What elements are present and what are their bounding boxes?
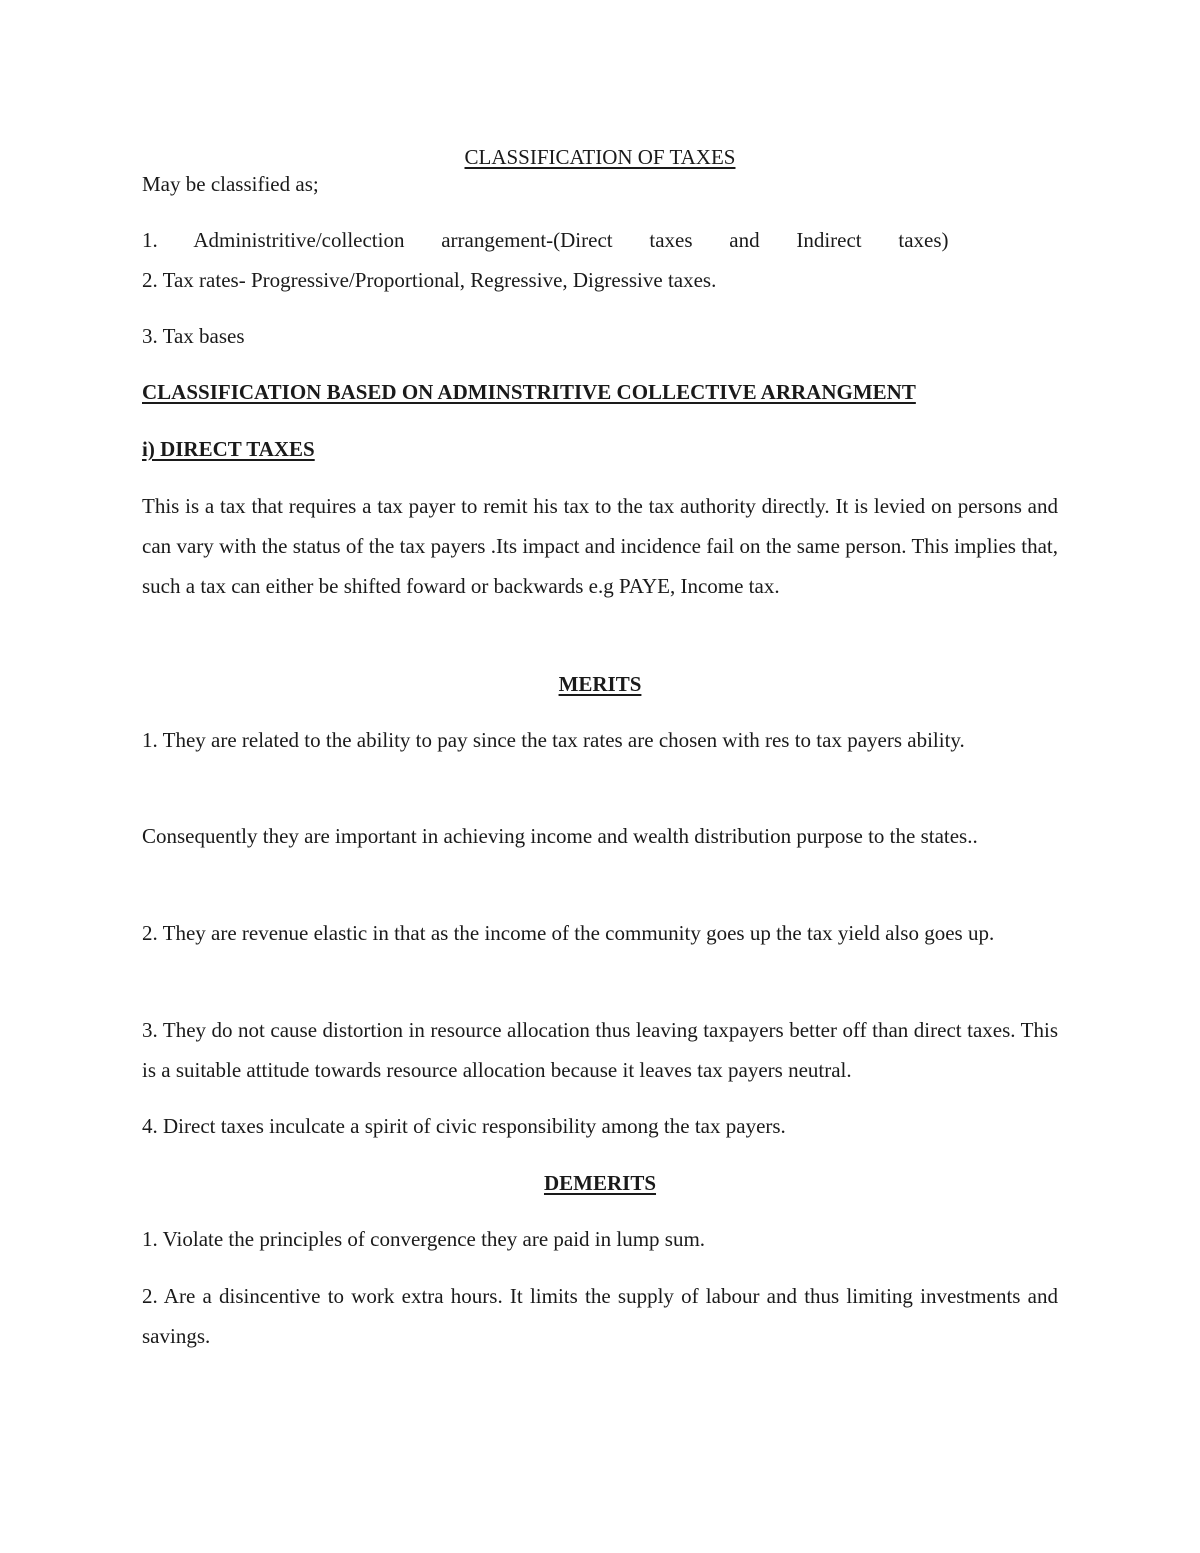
merit-item-2: 2. They are revenue elastic in that as the income of the community goes up the tax yield also goes up. — [142, 921, 995, 945]
subheading-direct-taxes: i) DIRECT TAXES — [142, 437, 315, 461]
merits-heading: MERITS — [558, 672, 642, 696]
demerit-item-2: 2. Are a disincentive to work extra hours. It limits the supply of labour and thus limiting investments and savings. — [142, 1284, 1058, 1348]
merit-item-4: 4. Direct taxes inculcate a spirit of civic responsibility among the tax payers. — [142, 1114, 786, 1138]
merit-item-3: 3. They do not cause distortion in resource allocation thus leaving taxpayers better off than direct taxes. This is a suitable attitude towards resource allocation because it leaves tax payers neutral. — [142, 1018, 1058, 1082]
list-item-2: 2. Tax rates- Progressive/Proportional, Regressive, Digressive taxes. — [142, 268, 717, 292]
demerit-item-1: 1. Violate the principles of convergence they are paid in lump sum. — [142, 1227, 706, 1251]
demerits-heading: DEMERITS — [543, 1171, 657, 1195]
intro-text: May be classified as; — [142, 172, 319, 196]
document-title: CLASSIFICATION OF TAXES — [464, 145, 736, 169]
merit-item-1-continued: Consequently they are important in achieving income and wealth distribution purpose to the states.. — [142, 824, 978, 848]
merit-item-1: 1. They are related to the ability to pay since the tax rates are chosen with res to tax payers ability. — [142, 728, 965, 752]
list-item-3: 3. Tax bases — [142, 324, 245, 348]
section-heading: CLASSIFICATION BASED ON ADMINSTRITIVE COLLECTIVE ARRANGMENT — [142, 380, 916, 404]
list-item-1: 1. Administritive/collection arrangement-(Direct taxes and Indirect taxes) — [142, 228, 949, 252]
definition-paragraph: This is a tax that requires a tax payer to remit his tax to the tax authority directly. It is levied on persons and can vary with the status of the tax payers .Its impact and incidence fail on the same person. This implies that, such a tax can either be shifted foward or backwards e.g PAYE, Income tax. — [142, 494, 1058, 598]
